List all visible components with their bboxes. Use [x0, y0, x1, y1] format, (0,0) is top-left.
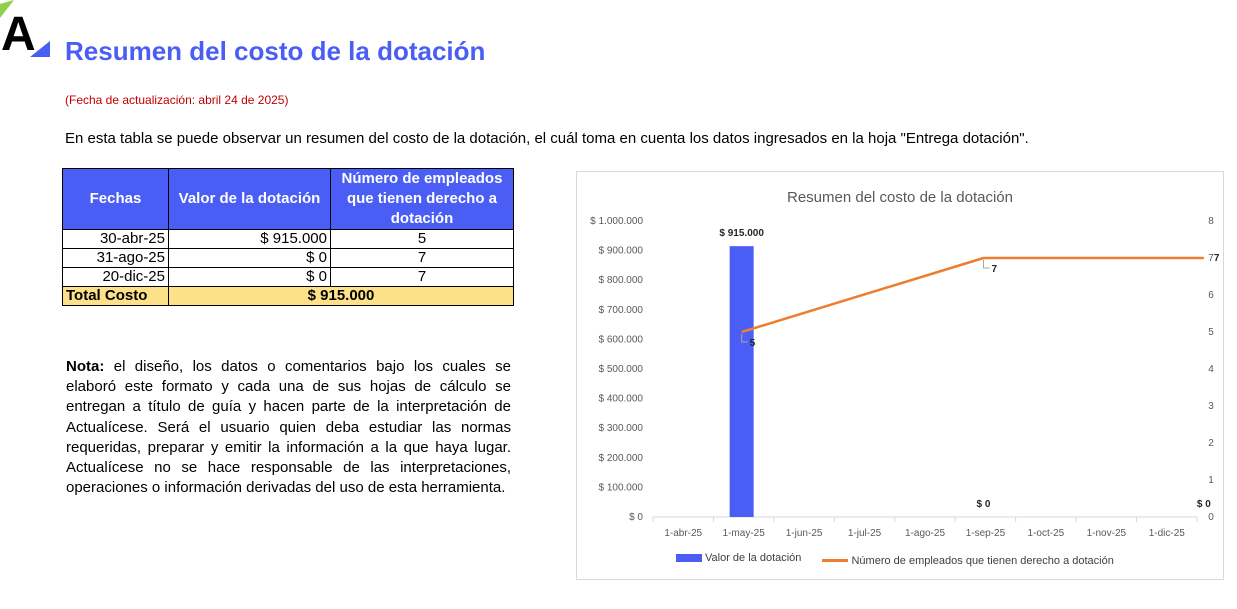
line-data-label: 5 — [749, 338, 756, 349]
total-label[interactable]: Total Costo — [63, 287, 169, 306]
actualicese-logo — [0, 0, 56, 60]
table-row — [63, 230, 514, 249]
y-left-tick-label: $ 1.000.000 — [590, 216, 643, 227]
cell-empleados[interactable]: 7 — [331, 268, 514, 287]
legend-item-empleados[interactable] — [822, 555, 1113, 567]
y-right-tick-label: 4 — [1208, 364, 1214, 375]
line-data-label: 7 — [1213, 253, 1220, 264]
disclaimer-note — [66, 357, 511, 498]
bar-data-label: $ 915.000 — [719, 228, 764, 240]
cell-fecha[interactable]: 20-dic-25 — [63, 268, 169, 287]
cell-valor[interactable]: $ 915.000 — [169, 230, 331, 249]
y-right-tick-label: 6 — [1208, 290, 1214, 301]
x-tick-label: 1-oct-25 — [1027, 528, 1065, 539]
y-right-tick-label: 0 — [1208, 512, 1214, 523]
bar-data-label: $ 0 — [1196, 499, 1211, 510]
cell-empleados[interactable]: 5 — [331, 230, 514, 249]
line-data-label: 7 — [991, 264, 998, 275]
y-left-tick-label: $ 900.000 — [598, 245, 643, 257]
line-series — [742, 258, 1204, 332]
y-left-tick-label: $ 800.000 — [598, 275, 643, 287]
table-row — [63, 268, 514, 287]
y-left-tick-label: $ 300.000 — [598, 423, 643, 435]
y-left-tick-label: $ 200.000 — [598, 452, 643, 464]
x-tick-label: 1-dic-25 — [1148, 528, 1185, 539]
x-tick-label: 1-jul-25 — [847, 528, 882, 539]
logo-letter: A — [1, 8, 36, 60]
y-left-tick-label: $ 600.000 — [598, 334, 643, 346]
cell-fecha[interactable]: 31-ago-25 — [63, 249, 169, 268]
page-title: Resumen del costo de la dotación — [65, 36, 486, 66]
update-date-note: (Fecha de actualización: abril 24 de 2025) — [65, 93, 289, 107]
summary-table — [62, 168, 514, 306]
header-fechas: Fechas — [63, 169, 169, 230]
bar — [730, 246, 754, 517]
total-value[interactable]: $ 915.000 — [169, 287, 514, 306]
cell-empleados[interactable]: 7 — [331, 249, 514, 268]
table-row — [63, 249, 514, 268]
x-tick-label: 1-jun-25 — [785, 528, 823, 539]
y-left-tick-label: $ 500.000 — [598, 364, 643, 375]
y-right-tick-label: 5 — [1208, 327, 1214, 338]
header-empleados: Número de empleados que tienen derecho a dotación — [331, 169, 514, 230]
leader-line — [983, 260, 989, 268]
chart-svg — [577, 172, 1223, 579]
x-tick-label: 1-nov-25 — [1086, 528, 1127, 539]
legend-line-swatch — [822, 559, 848, 562]
y-right-tick-label: 7 — [1208, 253, 1214, 264]
y-left-tick-label: $ 700.000 — [598, 304, 643, 316]
cell-valor[interactable]: $ 0 — [169, 249, 331, 268]
intro-text: En esta tabla se puede observar un resumen del costo de la dotación, el cuál toma en cuenta los datos ingresados en la hoja "Entrega dotación". — [65, 130, 1029, 147]
chart-title: Resumen del costo de la dotación — [787, 189, 1013, 206]
legend-label-valor: Valor de la dotación — [705, 552, 802, 564]
y-right-tick-label: 3 — [1208, 401, 1214, 412]
y-right-tick-label: 2 — [1208, 438, 1214, 449]
y-right-tick-label: 8 — [1208, 216, 1214, 227]
total-row — [63, 287, 514, 306]
table-header-row — [63, 169, 514, 230]
cell-valor[interactable]: $ 0 — [169, 268, 331, 287]
note-text: el diseño, los datos o comentarios bajo los cuales se elaboró este formato y cada una de sus hojas de cálculo se entregan a título de guía y hacen parte de la interpretación de Actualícese. Será el usuario quien deba estudiar las normas requeridas, preparar y emitir la información a la que haya lugar. Actualícese no se hace responsable de las interpretaciones, operaciones o información derivadas del uso de esta herramienta. — [66, 358, 511, 497]
bar-data-label: $ 0 — [976, 499, 991, 510]
cell-fecha[interactable]: 30-abr-25 — [63, 230, 169, 249]
x-tick-label: 1-abr-25 — [664, 528, 703, 539]
x-tick-label: 1-may-25 — [722, 528, 765, 539]
y-left-tick-label: $ 400.000 — [598, 393, 643, 405]
legend-label-empleados: Número de empleados que tienen derecho a dotación — [851, 554, 1114, 567]
note-label: Nota: — [66, 358, 105, 375]
legend-bar-swatch — [676, 554, 702, 562]
y-right-tick-label: 1 — [1208, 475, 1214, 486]
cost-chart[interactable] — [576, 171, 1224, 580]
legend-item-valor[interactable] — [676, 552, 801, 564]
x-tick-label: 1-ago-25 — [904, 528, 946, 539]
y-left-tick-label: $ 100.000 — [598, 482, 643, 494]
x-tick-label: 1-sep-25 — [965, 528, 1006, 539]
chart-legend — [676, 552, 1132, 567]
y-left-tick-label: $ 0 — [629, 512, 643, 523]
header-valor: Valor de la dotación — [169, 169, 331, 230]
